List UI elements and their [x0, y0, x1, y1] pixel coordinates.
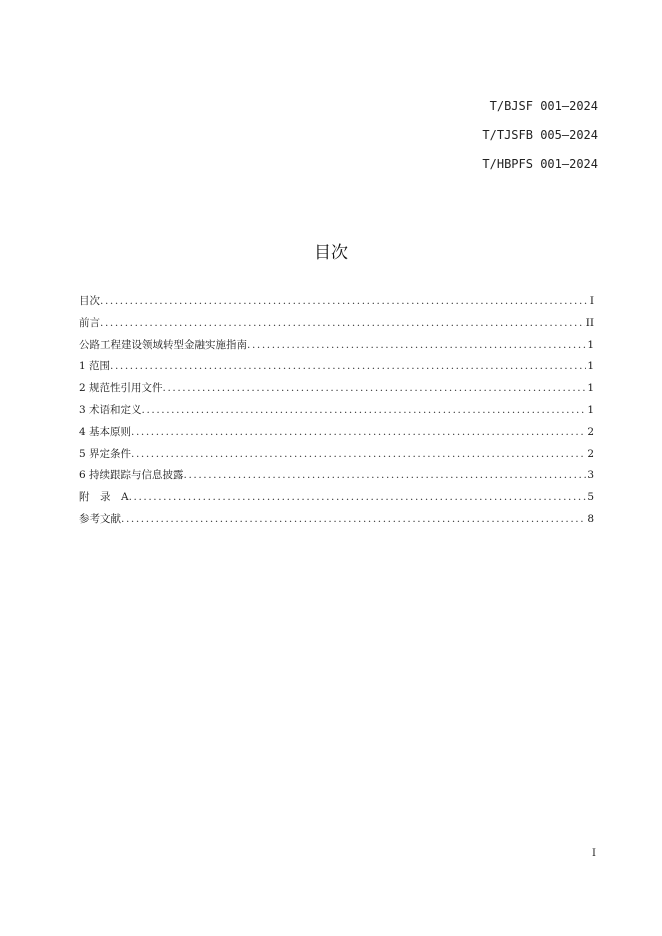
- toc-entry-label: 参考文献: [79, 512, 121, 525]
- toc-entry-label: 5 界定条件: [79, 447, 132, 460]
- toc-entry[interactable]: [79, 487, 594, 509]
- toc-entry[interactable]: [79, 356, 594, 378]
- standard-code: T/BJSF 001—2024: [489, 99, 598, 113]
- toc-leader-dots: [184, 465, 587, 487]
- toc-entry[interactable]: [79, 509, 594, 531]
- toc-entry-label: 公路工程建设领域转型金融实施指南: [79, 338, 247, 351]
- toc-entry-label: 目次: [79, 295, 100, 307]
- page-number: I: [592, 848, 596, 859]
- toc-leader-dots: [247, 335, 586, 357]
- toc-entry-page: 1: [587, 382, 594, 395]
- toc-entry-label: 前言: [79, 316, 100, 329]
- toc-leader-dots: [163, 378, 587, 400]
- toc-entry[interactable]: [79, 291, 594, 313]
- toc-entry[interactable]: [79, 378, 594, 400]
- toc-entry[interactable]: [79, 422, 594, 444]
- toc-entry-page: 1: [587, 338, 594, 351]
- toc-entry[interactable]: [79, 400, 594, 422]
- toc-leader-dots: [131, 422, 586, 444]
- toc-entry-page: 3: [587, 469, 594, 482]
- toc-entry-page: 1: [587, 360, 594, 373]
- toc-entry[interactable]: [79, 465, 594, 487]
- toc-leader-dots: [100, 313, 585, 335]
- toc-entry-page: 2: [587, 425, 594, 438]
- toc-entry-label: 4 基本原则: [79, 425, 132, 438]
- toc-entry[interactable]: [79, 444, 594, 466]
- toc-entry-label: 6 持续跟踪与信息披露: [79, 469, 184, 482]
- toc-leader-dots: [131, 444, 586, 466]
- toc-leader-dots: [110, 356, 586, 378]
- standard-codes: [482, 92, 598, 179]
- toc-leader-dots: [121, 509, 586, 531]
- toc-entry-label: 2 规范性引用文件: [79, 382, 163, 395]
- toc-entry-label: 3 术语和定义: [79, 403, 142, 416]
- toc-leader-dots: [100, 291, 589, 313]
- toc-entry-label: 附 录 A: [79, 491, 129, 504]
- toc-leader-dots: [142, 400, 587, 422]
- table-of-contents: [79, 291, 594, 531]
- toc-entry-label: 1 范围: [79, 360, 111, 373]
- standard-code: T/HBPFS 001—2024: [482, 157, 598, 171]
- standard-code: T/TJSFB 005—2024: [482, 128, 598, 142]
- toc-entry-page: 8: [587, 512, 594, 525]
- toc-entry[interactable]: [79, 335, 594, 357]
- toc-leader-dots: [129, 487, 587, 509]
- toc-entry-page: I: [589, 295, 594, 307]
- toc-title: 目次: [314, 243, 348, 263]
- toc-entry[interactable]: [79, 313, 594, 335]
- toc-entry-page: II: [585, 316, 594, 329]
- toc-entry-page: 5: [587, 491, 594, 504]
- toc-entry-page: 2: [587, 447, 594, 460]
- toc-entry-page: 1: [587, 403, 594, 416]
